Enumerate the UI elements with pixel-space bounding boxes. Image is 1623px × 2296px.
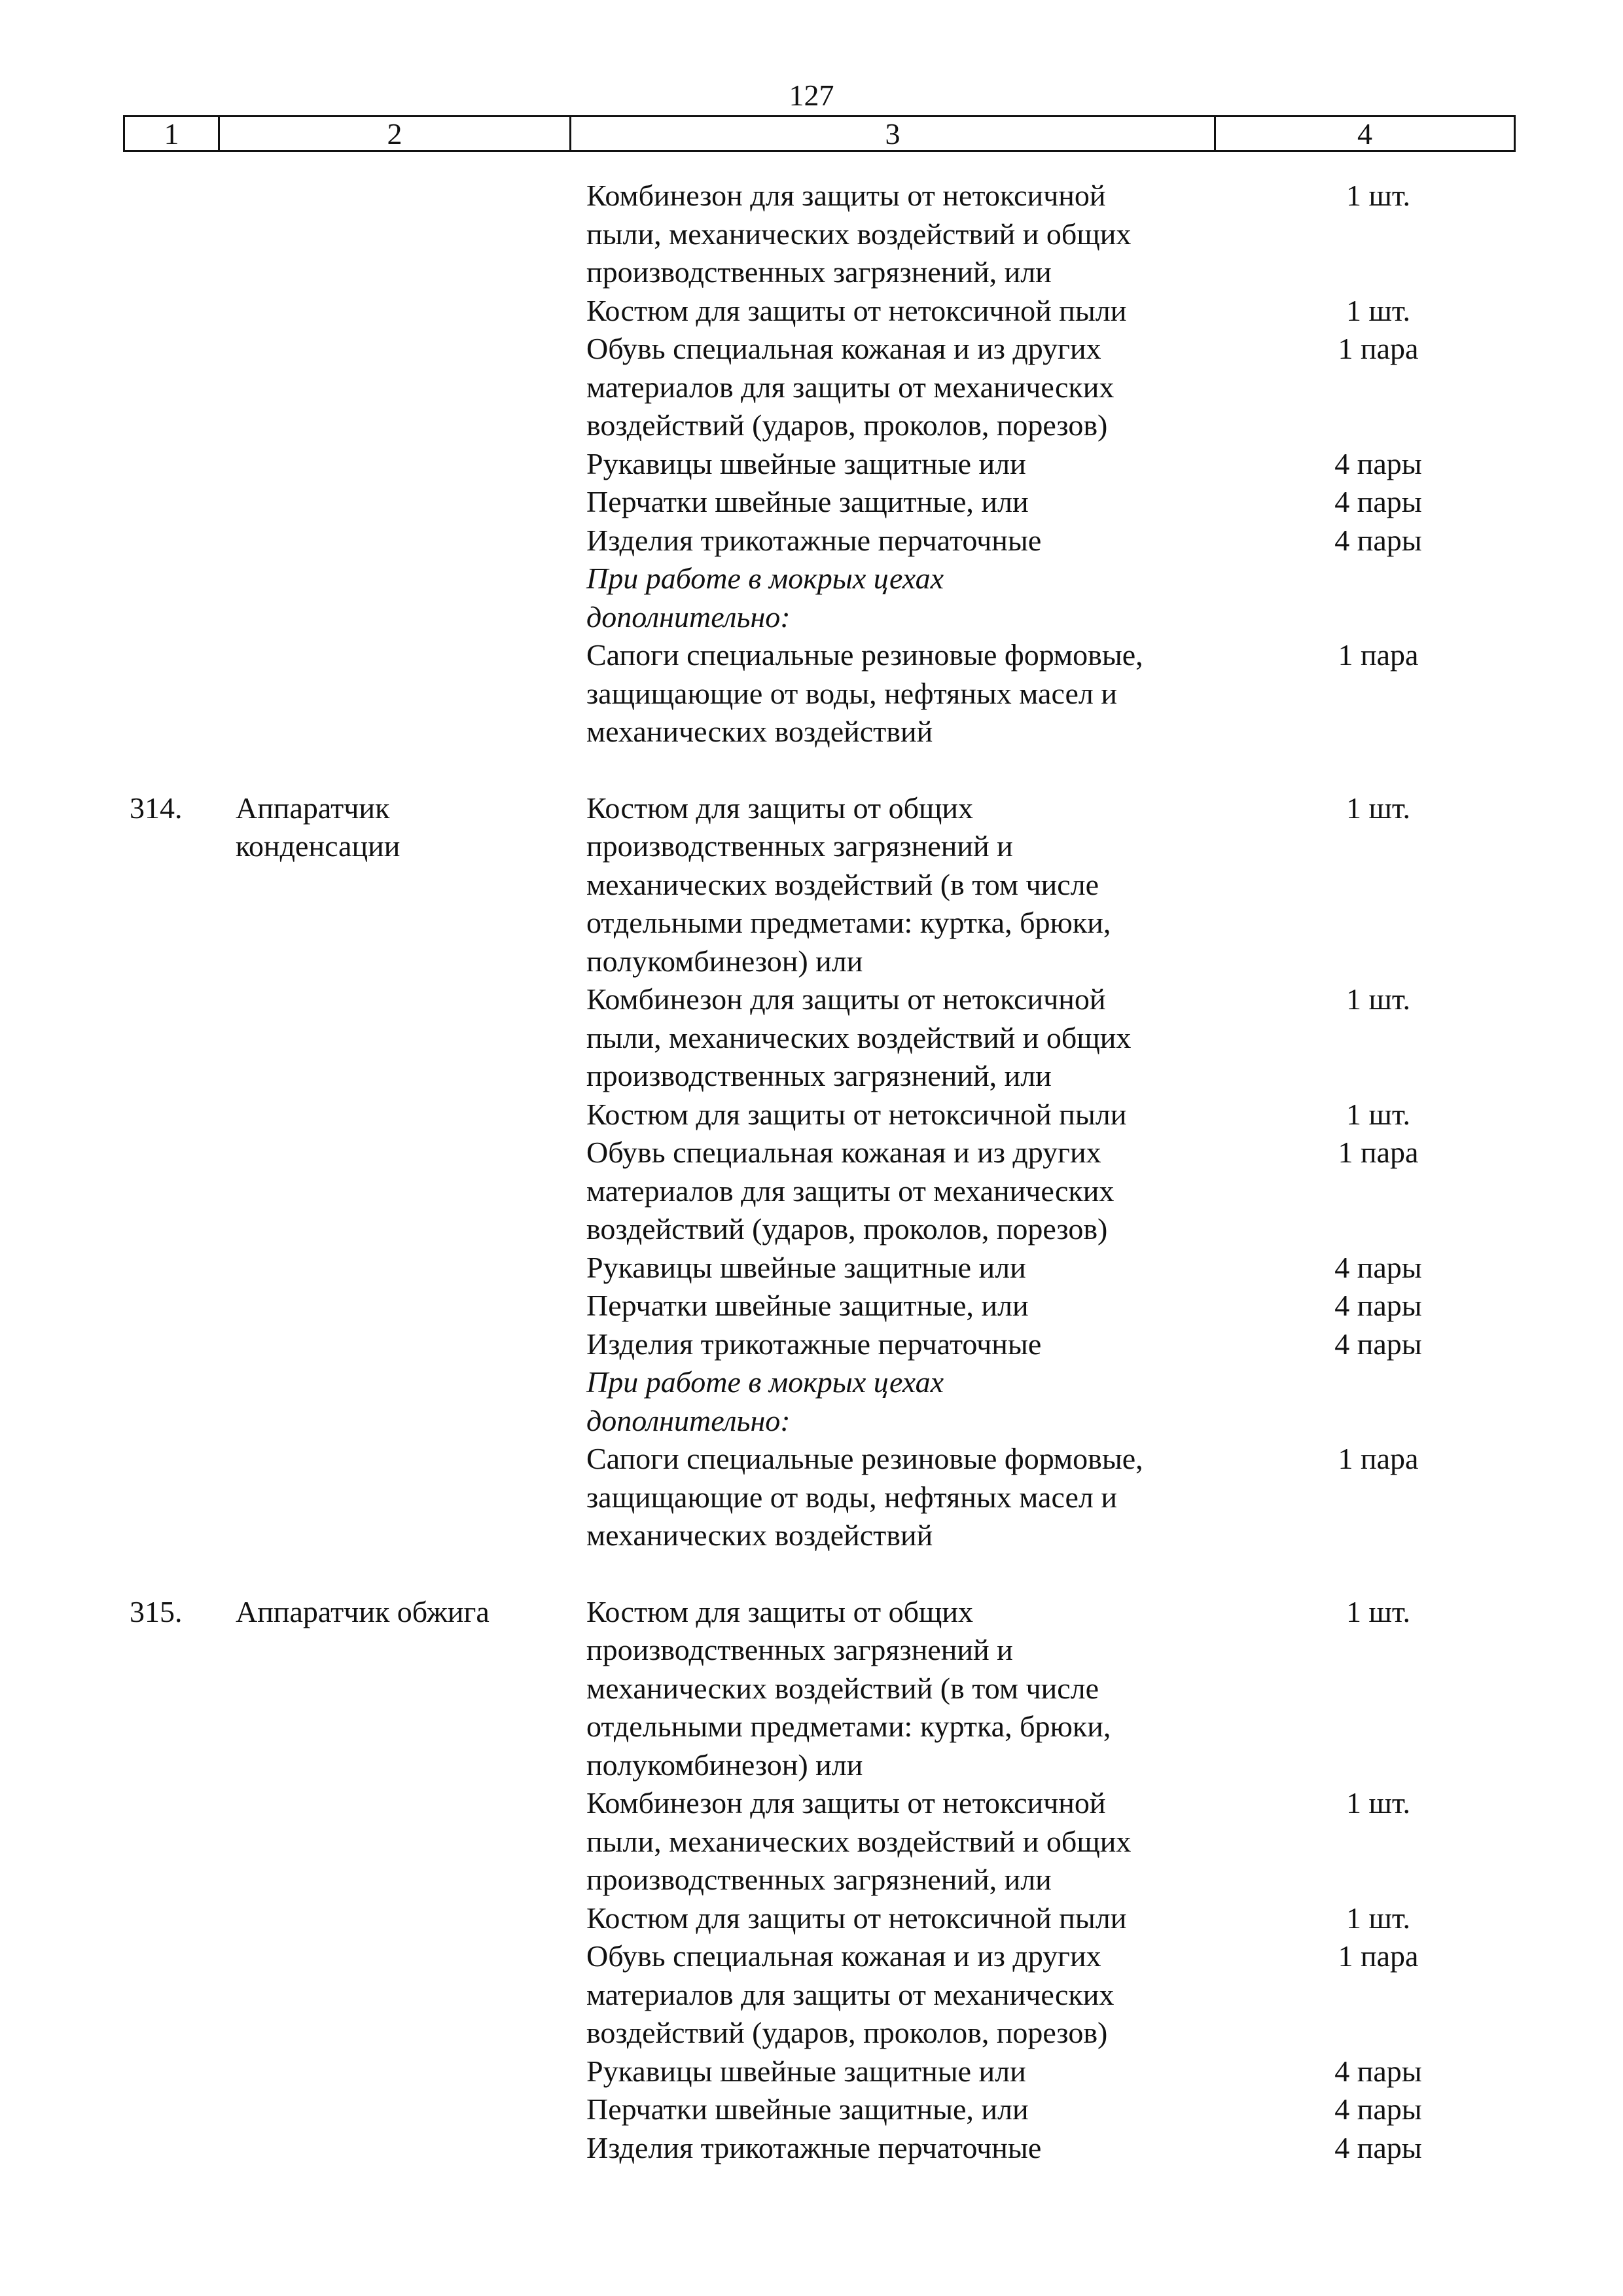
item-quantity: 1 шт. — [1346, 293, 1411, 327]
job-title-text: Аппаратчик — [236, 791, 390, 825]
note-text: дополнительно: — [586, 1403, 791, 1437]
item-text: Костюм для защиты от общих — [586, 791, 974, 825]
item-quantity: 1 пара — [1338, 638, 1419, 672]
item-text: Костюм для защиты от общих — [586, 1594, 974, 1628]
ppe-list — [586, 789, 1422, 1555]
item-text: Перчатки швейные защитные, или — [586, 1289, 1029, 1322]
item-quantity: 4 пары — [1334, 2130, 1422, 2164]
item-quantity: 1 шт. — [1346, 1786, 1411, 1820]
list-item — [586, 980, 1411, 1096]
item-text: Рукавицы швейные защитные или — [586, 446, 1026, 480]
item-text: Изделия трикотажные перчаточные — [586, 1327, 1042, 1361]
item-text: пыли, механических воздействий и общих — [586, 217, 1132, 251]
document-body — [0, 177, 1623, 2167]
item-text: производственных загрязнений и — [586, 1633, 1013, 1666]
job-title-text: Аппаратчик обжига — [236, 1594, 490, 1628]
item-text: Перчатки швейные защитные, или — [586, 485, 1029, 518]
item-text: Обувь специальная кожаная и из других — [586, 1136, 1101, 1169]
item-text: производственных загрязнений, или — [586, 1863, 1052, 1896]
item-quantity: 1 пара — [1338, 1136, 1419, 1169]
list-item — [586, 292, 1411, 331]
column-header-2: 2 — [220, 117, 571, 150]
list-item — [586, 1096, 1411, 1134]
list-item — [586, 636, 1419, 751]
item-quantity: 1 пара — [1338, 1939, 1419, 1973]
item-quantity: 1 шт. — [1346, 1097, 1411, 1131]
item-quantity: 4 пары — [1334, 485, 1422, 518]
note-text: дополнительно: — [586, 600, 791, 634]
list-item — [586, 2090, 1422, 2129]
item-text: пыли, механических воздействий и общих — [586, 1020, 1132, 1054]
job-title — [236, 1593, 563, 1632]
item-text: воздействий (ударов, проколов, порезов) — [586, 2016, 1108, 2049]
item-text: производственных загрязнений, или — [586, 255, 1052, 289]
item-text: воздействий (ударов, проколов, порезов) — [586, 408, 1108, 442]
item-quantity: 4 пары — [1334, 1250, 1422, 1284]
list-item — [586, 1325, 1422, 1364]
item-text: защищающие от воды, нефтяных масел и — [586, 1480, 1117, 1514]
list-item — [586, 2053, 1422, 2091]
item-text: производственных загрязнений, или — [586, 1059, 1052, 1092]
wet-shop-note — [586, 1363, 1274, 1440]
item-text: пыли, механических воздействий и общих — [586, 1824, 1132, 1858]
item-text: отдельными предметами: куртка, брюки, — [586, 906, 1111, 939]
item-text: Рукавицы швейные защитные или — [586, 2054, 1026, 2088]
item-text: полукомбинезон) или — [586, 944, 863, 978]
item-text: материалов для защиты от механических — [586, 1977, 1115, 2011]
column-header-1: 1 — [125, 117, 220, 150]
item-quantity: 1 пара — [1338, 1442, 1419, 1475]
job-title — [236, 789, 563, 866]
item-quantity: 4 пары — [1334, 1327, 1422, 1361]
item-text: Костюм для защиты от нетоксичной пыли — [586, 1901, 1127, 1935]
list-item — [586, 789, 1411, 981]
table-row-314 — [0, 789, 1623, 1555]
item-text: отдельными предметами: куртка, брюки, — [586, 1710, 1111, 1743]
item-text: полукомбинезон) или — [586, 1748, 863, 1782]
list-item — [586, 445, 1422, 484]
list-item — [586, 483, 1422, 522]
item-quantity: 1 шт. — [1346, 1594, 1411, 1628]
list-item — [586, 1134, 1419, 1249]
item-text: механических воздействий (в том числе — [586, 1671, 1099, 1705]
item-quantity: 1 шт. — [1346, 791, 1411, 825]
item-text: Комбинезон для защиты от нетоксичной — [586, 982, 1106, 1016]
column-header-4: 4 — [1357, 117, 1372, 151]
list-item — [586, 330, 1419, 445]
item-quantity: 4 пары — [1334, 446, 1422, 480]
item-quantity: 4 пары — [1334, 523, 1422, 557]
list-item — [586, 177, 1411, 292]
note-text: При работе в мокрых цехах — [586, 1365, 944, 1399]
item-quantity: 1 пара — [1338, 332, 1419, 365]
item-text: Рукавицы швейные защитные или — [586, 1250, 1026, 1284]
column-header-row — [123, 115, 1516, 152]
item-quantity: 4 пары — [1334, 1289, 1422, 1322]
item-text: механических воздействий — [586, 715, 933, 748]
table-row-continuation — [0, 177, 1623, 751]
list-item — [586, 1784, 1411, 1899]
item-quantity: 1 шт. — [1346, 1901, 1411, 1935]
ppe-list — [586, 177, 1422, 751]
item-quantity: 1 шт. — [1346, 982, 1411, 1016]
item-text: Изделия трикотажные перчаточные — [586, 523, 1042, 557]
ppe-list — [586, 1593, 1422, 2168]
page-number: 127 — [789, 79, 834, 112]
item-text: материалов для защиты от механических — [586, 370, 1115, 404]
item-text: Комбинезон для защиты от нетоксичной — [586, 179, 1106, 212]
item-text: воздействий (ударов, проколов, порезов) — [586, 1212, 1108, 1246]
item-text: механических воздействий (в том числе — [586, 867, 1099, 901]
list-item — [586, 1937, 1419, 2053]
item-text: Костюм для защиты от нетоксичной пыли — [586, 1097, 1127, 1131]
item-text: механических воздействий — [586, 1518, 933, 1552]
item-text: защищающие от воды, нефтяных масел и — [586, 676, 1117, 710]
list-item — [586, 1287, 1422, 1325]
item-text: Обувь специальная кожаная и из других — [586, 1939, 1101, 1973]
item-text: Сапоги специальные резиновые формовые, — [586, 1442, 1143, 1475]
list-item — [586, 522, 1422, 560]
job-title-text: конденсации — [236, 829, 401, 863]
item-quantity: 1 шт. — [1346, 179, 1411, 212]
item-text: Комбинезон для защиты от нетоксичной — [586, 1786, 1106, 1820]
list-item — [586, 2129, 1422, 2168]
item-text: Изделия трикотажные перчаточные — [586, 2130, 1042, 2164]
item-text: Обувь специальная кожаная и из других — [586, 332, 1101, 365]
list-item — [586, 1440, 1419, 1555]
list-item — [586, 1899, 1411, 1938]
item-quantity: 4 пары — [1334, 2054, 1422, 2088]
list-item — [586, 1249, 1422, 1287]
note-text: При работе в мокрых цехах — [586, 562, 944, 595]
row-number: 315. — [130, 1594, 183, 1628]
list-item — [586, 1593, 1411, 1785]
wet-shop-note — [586, 560, 1274, 636]
item-text: материалов для защиты от механических — [586, 1174, 1115, 1208]
item-text: Перчатки швейные защитные, или — [586, 2092, 1029, 2126]
table-row-315 — [0, 1593, 1623, 2168]
item-text: Костюм для защиты от нетоксичной пыли — [586, 293, 1127, 327]
item-text: производственных загрязнений и — [586, 829, 1013, 863]
row-number: 314. — [130, 791, 183, 825]
column-header-3: 3 — [571, 117, 1216, 150]
item-quantity: 4 пары — [1334, 2092, 1422, 2126]
item-text: Сапоги специальные резиновые формовые, — [586, 638, 1143, 672]
